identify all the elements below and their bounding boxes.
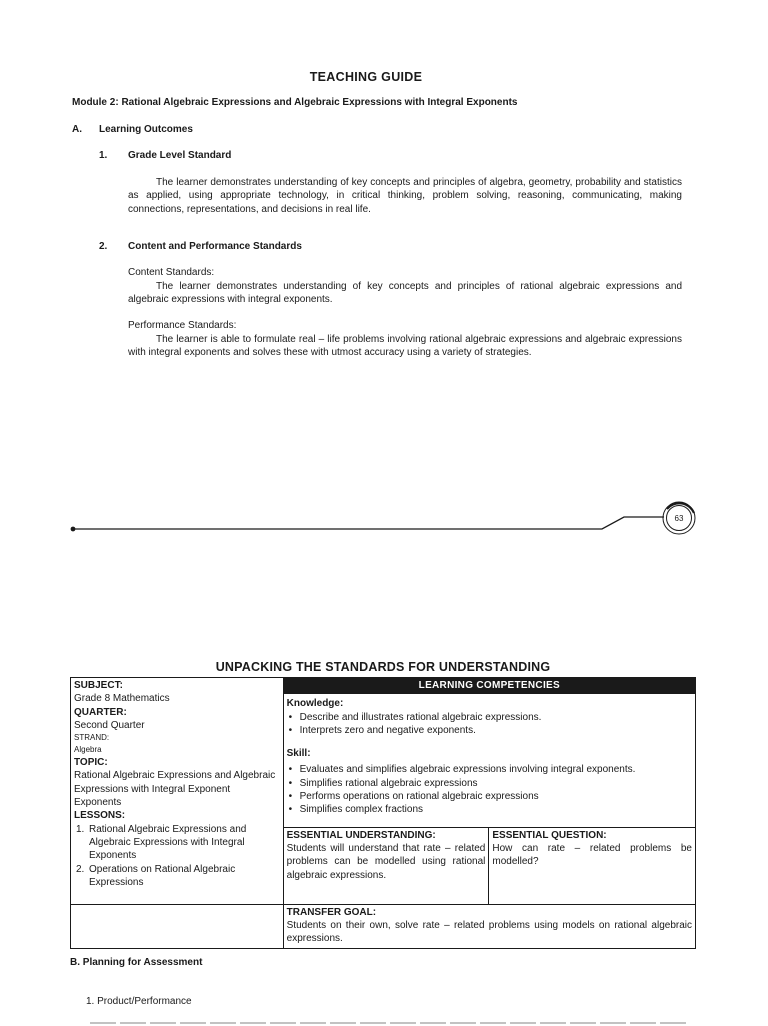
tg-text: Students on their own, solve rate – related problems using models on rational algebraic expressions. (286, 919, 692, 945)
subject-label: SUBJECT: (74, 680, 123, 691)
strand-label: STRAND: (74, 733, 110, 743)
outcome-1-label: Grade Level Standard (128, 150, 232, 161)
content-standards-label: Content Standards: (128, 267, 215, 278)
performance-standards-text: The learner is able to formulate real – life problems involving rational algebraic expressions and algebraic expressions with integral exponents and solves these with utmost accuracy using a variety of strategies. (128, 334, 682, 359)
performance-standards-label: Performance Standards: (128, 320, 237, 331)
essential-understanding-cell (283, 827, 489, 904)
cut-off-text-line (90, 1018, 690, 1026)
footer-rule (0, 495, 768, 545)
topic-value: Rational Algebraic Expressions and Algebraic Expressions with Integral Exponent (74, 770, 276, 795)
eq-text: How can rate – related problems be modelled? (492, 842, 692, 868)
content-standards-text: The learner demonstrates understanding of key concepts and principles of rational algebraic expressions and algebraic expressions with integral exponents. (128, 281, 682, 306)
quarter-value: Second Quarter (74, 719, 145, 731)
unpacking-title: UNPACKING THE STANDARDS FOR UNDERSTANDING (215, 660, 551, 674)
page-number: 63 (674, 514, 684, 523)
knowledge-label: Knowledge: (286, 698, 344, 710)
lesson-item: 1. Rational Algebraic Expressions and Algebraic Expressions with Integral Exponents (76, 823, 247, 862)
competencies-cell (283, 694, 695, 827)
unpacking-table (70, 677, 696, 949)
subject-cell (71, 678, 284, 905)
knowledge-item: • Describe and illustrates rational algebraic expressions. (300, 711, 692, 724)
lessons-list (74, 823, 280, 889)
skill-list (287, 763, 692, 816)
essential-question-cell (489, 827, 696, 904)
knowledge-list (287, 711, 692, 738)
outcome-2-label: Content and Performance Standards (128, 241, 302, 252)
subject-value: Grade 8 Mathematics (74, 693, 170, 705)
eu-text: Students will understand that rate – related problems can be modelled using rational algebraic expressions. (286, 842, 486, 881)
outcome-1-number: 1. (99, 150, 108, 161)
section-a-label: Learning Outcomes (99, 124, 193, 135)
skill-item: • Simplifies complex fractions (300, 803, 692, 816)
skill-item: • Performs operations on rational algebraic expressions (300, 790, 692, 803)
skill-item: • Simplifies rational algebraic expressions (300, 777, 692, 790)
outcome-2-number: 2. (99, 241, 108, 252)
strand-value: Algebra (74, 745, 102, 755)
lessons-label: LESSONS: (74, 810, 126, 822)
product-performance-item: 1. Product/Performance (86, 996, 192, 1007)
eq-label: ESSENTIAL QUESTION: (492, 829, 607, 841)
learning-competencies-header: LEARNING COMPETENCIES (283, 678, 695, 694)
skill-item: • Evaluates and simplifies algebraic expressions involving integral exponents. (300, 763, 692, 776)
module-heading: Module 2: Rational Algebraic Expressions and Algebraic Expressions with Integral Exponents (72, 97, 518, 108)
quarter-label: QUARTER: (74, 706, 127, 718)
eu-label: ESSENTIAL UNDERSTANDING: (286, 829, 436, 841)
knowledge-item: • Interprets zero and negative exponents. (300, 724, 692, 737)
topic-value-2: Exponents (74, 797, 122, 809)
rule-line (73, 517, 664, 529)
page-title: TEACHING GUIDE (309, 70, 423, 84)
lesson-item: 2. Operations on Rational Algebraic Expressions (76, 863, 236, 888)
grade-level-standard-text: The learner demonstrates understanding of key concepts and principles of algebra, geometry, probability and statistics as applied, using appropriate technology, in critical thinking, problem solving, reasoning, communicating, making connections, representations, and decisions in real life. (128, 177, 682, 215)
empty-cell (71, 904, 284, 948)
transfer-goal-cell (283, 904, 695, 948)
section-a-letter: A. (72, 124, 82, 135)
topic-label: TOPIC: (74, 757, 108, 769)
skill-label: Skill: (286, 748, 311, 760)
section-b-heading: B. Planning for Assessment (70, 957, 203, 968)
tg-label: TRANSFER GOAL: (286, 906, 377, 918)
